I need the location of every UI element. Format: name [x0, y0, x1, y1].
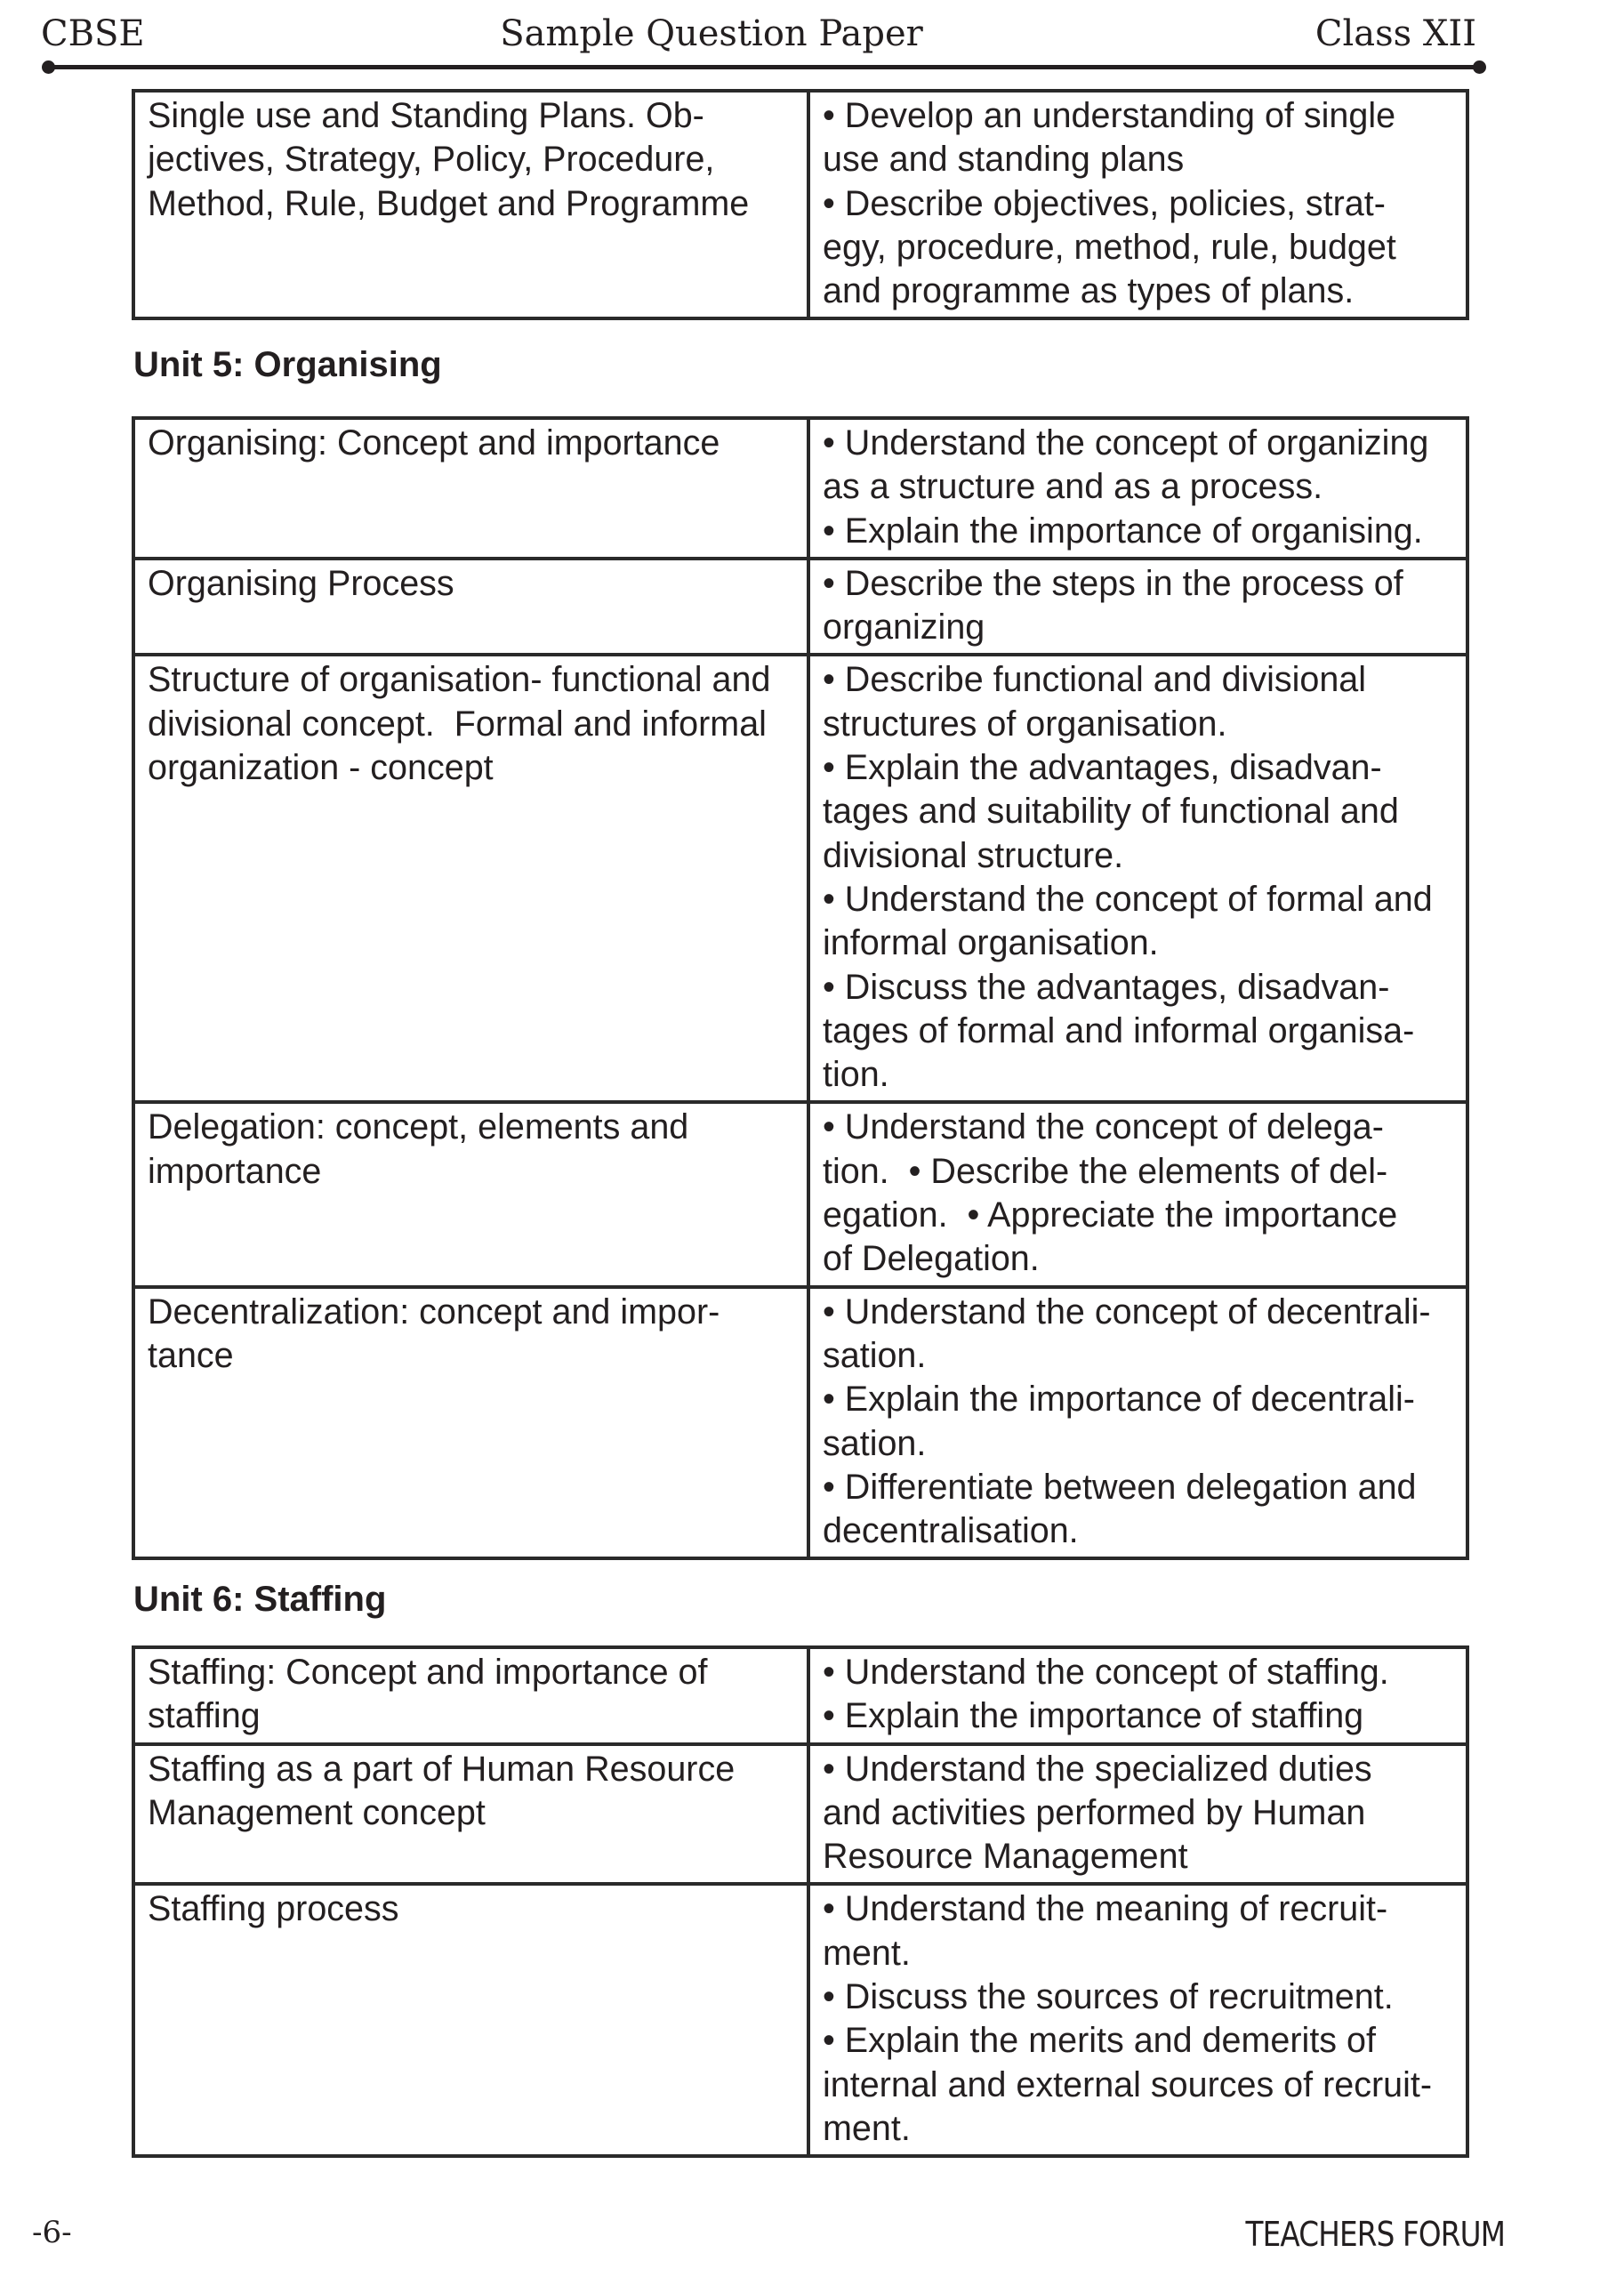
text-line: • Discuss the sources of recruitment. [823, 1977, 1394, 2017]
text-line: use and standing plans [823, 140, 1185, 180]
text-line: ment. [823, 2108, 911, 2148]
text-line: Delegation: concept, elements and [148, 1107, 689, 1147]
text-line: and programme as types of plans. [823, 271, 1355, 311]
text-line: organizing [823, 607, 985, 648]
topic-text [148, 94, 794, 226]
text-line: organization - concept [148, 748, 494, 788]
topic-cell [133, 1647, 808, 1744]
text-line: • Explain the importance of staffing [823, 1696, 1364, 1736]
text-line: staffing [148, 1696, 261, 1736]
outcomes-cell [808, 1102, 1467, 1286]
text-line: Staffing: Concept and importance of [148, 1653, 708, 1692]
header-rule [49, 65, 1479, 69]
header-class: Class XII [1314, 13, 1476, 54]
text-line: divisional concept. Formal and informal [148, 704, 767, 744]
text-line: decentralisation. [823, 1511, 1079, 1551]
text-line: • Describe functional and divisional [823, 660, 1367, 700]
outcomes-cell [808, 91, 1467, 318]
text-line: • Understand the meaning of recruit- [823, 1889, 1388, 1929]
topic-text [148, 1748, 794, 1836]
text-line: Organising Process [148, 563, 454, 603]
text-line: Organising: Concept and importance [148, 423, 720, 463]
table-row [133, 91, 1467, 318]
syllabus-table-staffing [132, 1645, 1469, 2158]
topic-cell [133, 1102, 808, 1286]
text-line: internal and external sources of recruit- [823, 2064, 1433, 2104]
topic-text [148, 1291, 794, 1379]
outcomes-text [823, 1887, 1453, 2151]
text-line: structures of organisation. [823, 704, 1227, 744]
text-line: • Understand the concept of delega- [823, 1107, 1384, 1147]
text-line: Method, Rule, Budget and Programme [148, 183, 750, 223]
text-line: • Understand the concept of formal and [823, 879, 1433, 919]
outcomes-text [823, 422, 1453, 553]
page-number: -6- [32, 2215, 72, 2250]
text-line: divisional structure. [823, 835, 1124, 875]
text-line: egation. • Appreciate the importance [823, 1195, 1398, 1235]
text-line: tion. [823, 1055, 889, 1095]
outcomes-text [823, 1651, 1453, 1739]
text-line: Decentralization: concept and impor- [148, 1291, 720, 1332]
table-row [133, 559, 1467, 656]
table-row [133, 1884, 1467, 2156]
topic-cell [133, 418, 808, 559]
header-rule-dot-right [1473, 60, 1486, 74]
outcomes-cell [808, 1287, 1467, 1559]
text-line: • Differentiate between delegation and [823, 1467, 1417, 1507]
text-line: jectives, Strategy, Policy, Procedure, [148, 140, 715, 180]
outcomes-text [823, 1291, 1453, 1554]
text-line: tages of formal and informal organisa- [823, 1010, 1415, 1050]
text-line: • Explain the merits and demerits of [823, 2021, 1376, 2061]
unit-6-heading: Unit 6: Staffing [133, 1580, 387, 1619]
text-line: egy, procedure, method, rule, budget [823, 227, 1396, 267]
text-line: • Understand the concept of staffing. [823, 1653, 1389, 1692]
text-line: and activities performed by Human [823, 1792, 1366, 1832]
outcomes-cell [808, 1884, 1467, 2156]
syllabus-table-plans [132, 89, 1469, 320]
outcomes-text [823, 1748, 1453, 1879]
text-line: Staffing as a part of Human Resource [148, 1749, 736, 1789]
outcomes-text [823, 658, 1453, 1097]
outcomes-cell [808, 1744, 1467, 1885]
topic-text [148, 1651, 794, 1739]
outcomes-text [823, 562, 1453, 650]
syllabus-table-organising [132, 416, 1469, 1560]
unit-5-heading: Unit 5: Organising [133, 345, 442, 384]
text-line: • Explain the advantages, disadvan- [823, 748, 1382, 788]
text-line: • Describe objectives, policies, strat- [823, 183, 1386, 223]
text-line: tion. • Describe the elements of del- [823, 1151, 1388, 1191]
text-line: tance [148, 1335, 234, 1375]
text-line: sation. [823, 1423, 927, 1463]
text-line: Resource Management [823, 1837, 1188, 1877]
table-row [133, 418, 1467, 559]
topic-cell [133, 655, 808, 1102]
topic-cell [133, 91, 808, 318]
text-line: • Discuss the advantages, disadvan- [823, 967, 1390, 1007]
table-row [133, 1647, 1467, 1744]
text-line: importance [148, 1151, 322, 1191]
text-line: • Explain the importance of organising. [823, 511, 1423, 551]
text-line: informal organisation. [823, 923, 1159, 963]
outcomes-cell [808, 655, 1467, 1102]
text-line: of Delegation. [823, 1239, 1040, 1279]
text-line: • Understand the specialized duties [823, 1749, 1372, 1789]
topic-text [148, 1887, 794, 1931]
text-line: • Explain the importance of decentrali- [823, 1380, 1415, 1420]
table-row [133, 1744, 1467, 1885]
header-board: CBSE [41, 13, 145, 54]
topic-cell [133, 1744, 808, 1885]
text-line: • Understand the concept of decentrali- [823, 1291, 1431, 1332]
header-rule-dot-left [42, 60, 55, 74]
table-row [133, 1287, 1467, 1559]
text-line: • Understand the concept of organizing [823, 423, 1429, 463]
text-line: Single use and Standing Plans. Ob- [148, 96, 704, 135]
outcomes-cell [808, 418, 1467, 559]
text-line: Staffing process [148, 1889, 399, 1929]
text-line: sation. [823, 1335, 927, 1375]
text-line: Structure of organisation- functional and [148, 660, 771, 700]
publisher-name: TEACHERS FORUM [1245, 2215, 1505, 2254]
outcomes-cell [808, 559, 1467, 656]
outcomes-cell [808, 1647, 1467, 1744]
topic-cell [133, 1884, 808, 2156]
header-title: Sample Question Paper [500, 13, 923, 54]
topic-cell [133, 1287, 808, 1559]
topic-text [148, 658, 794, 790]
text-line: • Describe the steps in the process of [823, 563, 1403, 603]
outcomes-text [823, 1106, 1453, 1281]
text-line: Management concept [148, 1792, 486, 1832]
text-line: ment. [823, 1933, 911, 1973]
text-line: tages and suitability of functional and [823, 792, 1399, 832]
topic-text [148, 422, 794, 465]
table-row [133, 1102, 1467, 1286]
table-row [133, 655, 1467, 1102]
text-line: as a structure and as a process. [823, 467, 1323, 507]
text-line: • Develop an understanding of single [823, 96, 1396, 135]
topic-text [148, 1106, 794, 1194]
topic-text [148, 562, 794, 606]
outcomes-text [823, 94, 1453, 313]
topic-cell [133, 559, 808, 656]
